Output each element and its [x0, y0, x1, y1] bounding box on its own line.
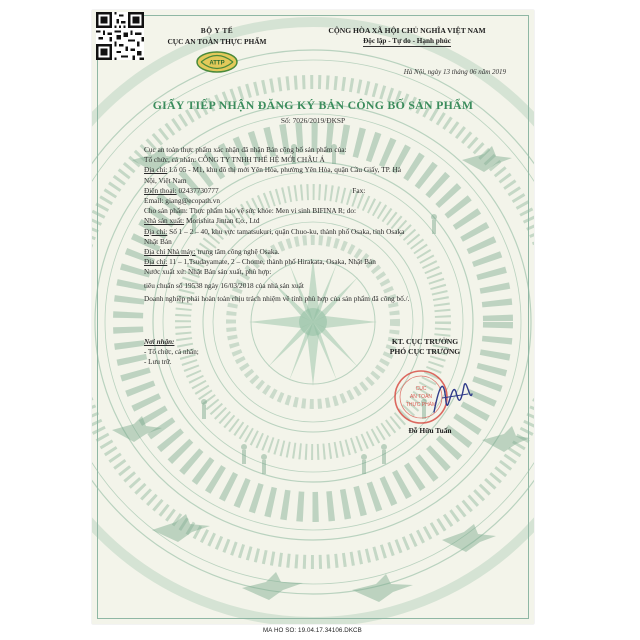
- manufacturer-value: Morishita Jintan Co., Ltd: [185, 216, 260, 226]
- fax-label: Fax:: [352, 185, 366, 195]
- issuing-authority: [152, 26, 282, 73]
- recipients-block: [144, 337, 304, 367]
- seal-text-1: CỤC: [415, 386, 427, 392]
- document-number: Số: 7026/2019/ĐKSP: [280, 116, 346, 125]
- issue-date: Hà Nội, ngày 13 tháng 06 năm 2019: [403, 68, 506, 76]
- ministry-name: BỘ Y TẾ: [200, 26, 234, 35]
- factory-value: trung tâm công nghệ Osaka.: [197, 247, 280, 257]
- seal-text-2: AN TOÀN: [409, 394, 433, 400]
- document-title: GIẤY TIẾP NHẬN ĐĂNG KÝ BẢN CÔNG BỐ SẢN PHẨM: [152, 98, 474, 112]
- origin-value: Nhật Bản sản xuất, phù hợp:: [188, 267, 272, 277]
- handwritten-signature: [430, 372, 474, 418]
- address-line: [144, 165, 516, 175]
- email-label: Email:: [144, 196, 164, 206]
- organization-line: [144, 155, 516, 165]
- organization-label: Tổ chức, cá nhân:: [144, 155, 197, 165]
- manufacturer-address-label: Địa chỉ:: [144, 226, 168, 236]
- product-value: Thực phẩm bảo vệ sức khỏe: Men vi sinh BIFINA R; do:: [189, 206, 357, 216]
- phone-label: Điện thoại:: [144, 185, 177, 195]
- seal-text-3: THỰC PHẨM: [405, 402, 437, 408]
- certificate-document: [92, 10, 534, 624]
- record-code: MA HO SO: 19.04.17.34106.DKCB: [263, 627, 362, 634]
- intro-line: Cục an toàn thực phẩm xác nhận đã nhận Bản công bố sản phẩm của:: [144, 145, 347, 154]
- signer-line-2: PHÓ CỤC TRƯỞNG: [389, 347, 461, 356]
- attp-logo: [195, 51, 239, 73]
- factory-address-line: [144, 257, 516, 267]
- phone-value: 02437730777: [178, 185, 219, 195]
- manufacturer-label: Nhà sản xuất:: [144, 216, 185, 226]
- standard-line: tiêu chuẩn số 19538 ngày 16/03/2018 của nhà sản xuất: [144, 280, 304, 290]
- address-label: Địa chỉ:: [144, 165, 168, 175]
- recipients-title: Nơi nhận:: [144, 338, 175, 346]
- document-body: [144, 145, 516, 304]
- logo-text: ATTP: [209, 60, 225, 67]
- factory-address-value: 11 – 1,Tsudayamate, 2 – Chome, thành phố Hirakata, Osaka, Nhật Bản: [169, 257, 376, 267]
- email-line: [144, 196, 516, 206]
- origin-line: [144, 267, 516, 277]
- signer-name: Đỗ Hữu Tuấn: [408, 426, 452, 435]
- national-motto: Độc lập - Tự do - Hạnh phúc: [363, 37, 451, 45]
- qr-code: [96, 12, 144, 60]
- country-name: CỘNG HÒA XÃ HỘI CHỦ NGHĨA VIỆT NAM: [328, 26, 486, 35]
- manufacturer-address-value: Số 1 – 2 – 40, khu vực tamatsukuri, quận Chuo-ku, thành phố Osaka, tỉnh Osaka: [169, 226, 405, 236]
- manufacturer-address-line-2: Nhật Bản: [144, 236, 172, 246]
- origin-label: Nước xuất xứ:: [144, 267, 187, 277]
- phone-line: [144, 186, 516, 196]
- factory-label: Địa chỉ Nhà máy:: [144, 247, 196, 257]
- product-label: Cho sản phẩm:: [144, 206, 188, 216]
- address-value: Lô 05 - M1, khu đô thị mới Yên Hòa, phường Yên Hòa, quận Cầu Giấy, TP. Hà: [169, 165, 401, 175]
- national-heading: [287, 26, 527, 47]
- manufacturer-address-line: [144, 227, 516, 237]
- signer-block: [340, 337, 510, 357]
- signer-line-1: KT. CỤC TRƯỞNG: [391, 337, 459, 346]
- organization-value: CÔNG TY TNHH THẾ HỆ MỚI CHÂU Á: [198, 155, 325, 165]
- manufacturer-line: [144, 216, 516, 226]
- responsibility-line: Doanh nghiệp phải hoàn toàn chịu trách nhiệm về tính phù hợp của sản phẩm đã công bố./.: [144, 293, 410, 303]
- product-line: [144, 206, 516, 216]
- email-value: giang@ecopath.vn: [165, 196, 221, 206]
- address-line-2: Nội, Việt Nam: [144, 175, 187, 185]
- recipient-item: - Tổ chức, cá nhân;: [144, 348, 199, 356]
- recipient-item: - Lưu trữ.: [144, 358, 172, 366]
- factory-address-label: Địa chỉ:: [144, 257, 168, 267]
- factory-line: [144, 247, 516, 257]
- department-name: CỤC AN TOÀN THỰC PHẨM: [167, 37, 267, 46]
